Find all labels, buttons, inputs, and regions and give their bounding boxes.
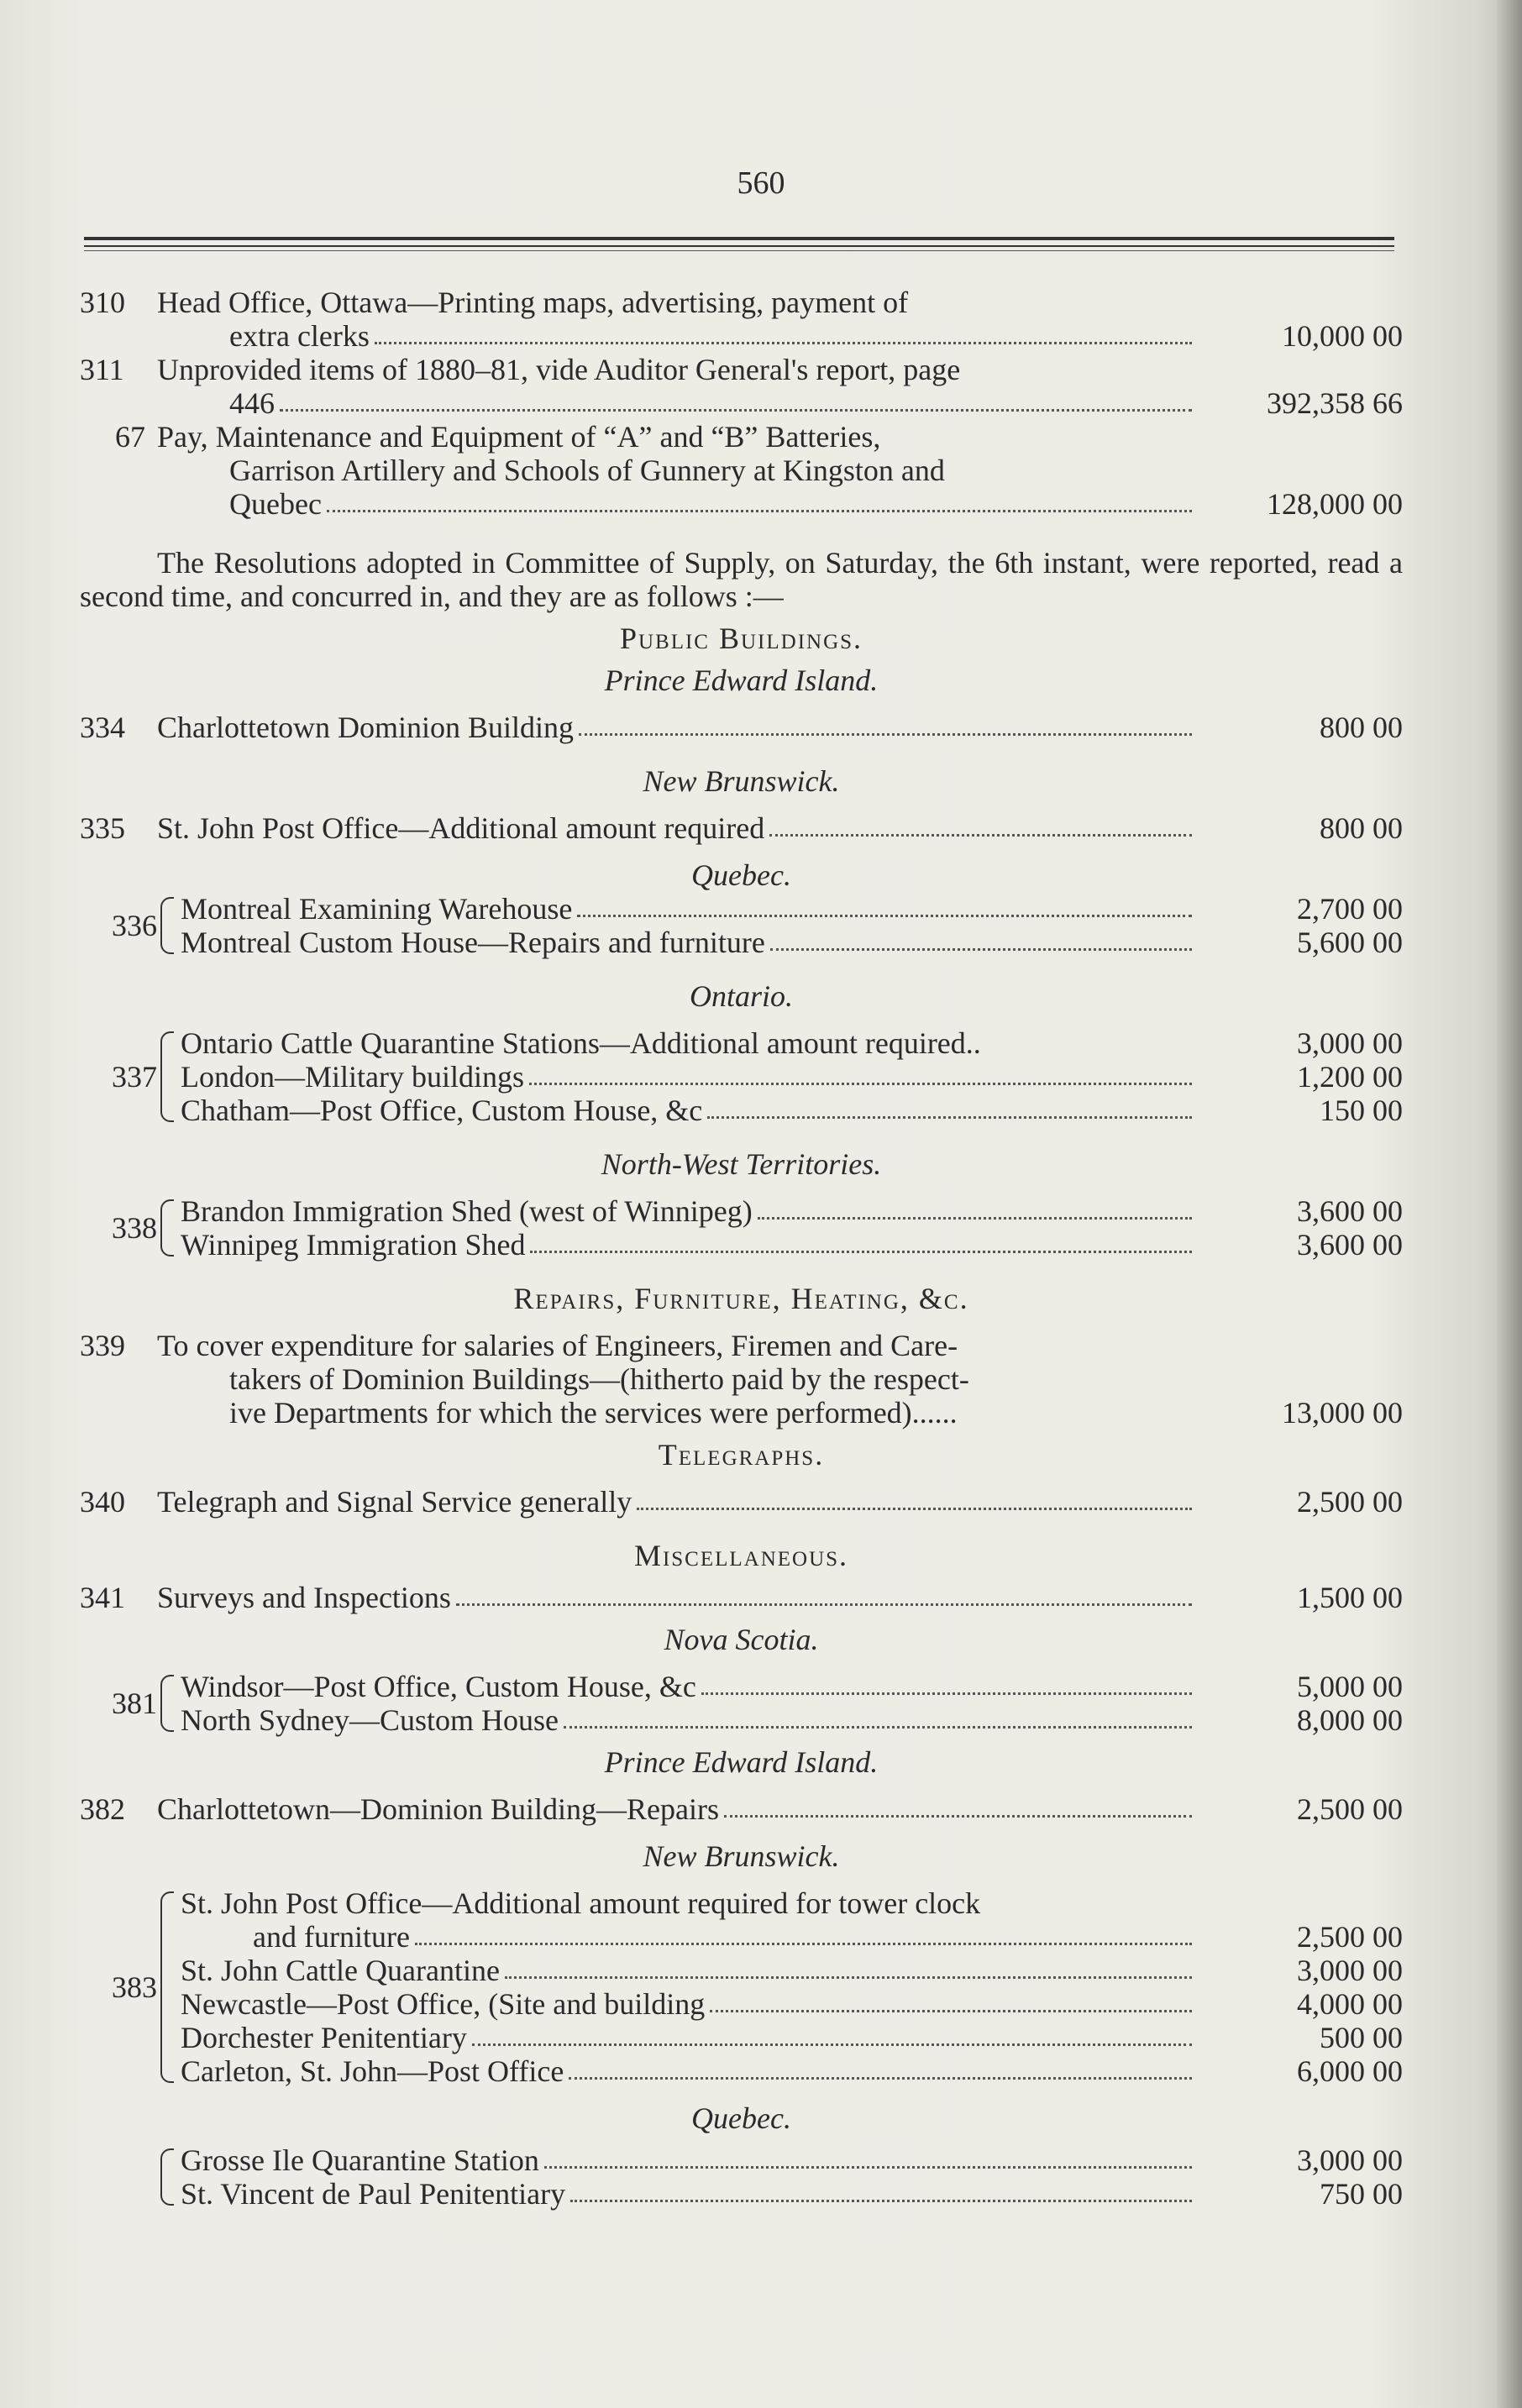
item-group-quebec <box>80 2143 1403 2211</box>
group-items <box>181 892 1403 959</box>
item-amount: 5,600 00 <box>1297 926 1403 959</box>
item-description <box>181 1886 1197 1920</box>
item-340 <box>80 1485 1403 1519</box>
page-spine-shadow <box>1497 0 1522 2408</box>
item-number: 382 <box>80 1792 125 1826</box>
group-items <box>181 1194 1403 1262</box>
item-amount: 13,000 00 <box>1282 1396 1403 1430</box>
item-line: extra clerks <box>229 319 370 353</box>
item-description <box>181 1094 1197 1127</box>
group-row <box>181 1987 1403 2021</box>
item-line: Charlottetown—Dominion Building—Repairs <box>157 1792 719 1826</box>
item-line: Dorchester Penitentiary <box>181 2021 467 2054</box>
item-description <box>157 386 1197 420</box>
leader-dots <box>564 1726 1192 1729</box>
item-line: Chatham—Post Office, Custom House, &c <box>181 1094 703 1127</box>
item-line: Montreal Examining Warehouse <box>181 892 573 926</box>
item-description <box>157 286 1197 319</box>
group-row <box>181 2021 1403 2054</box>
group-row <box>181 2143 1403 2177</box>
header-rule <box>84 250 1394 251</box>
group-row <box>181 1670 1403 1703</box>
item-number: 339 <box>80 1329 125 1362</box>
item-description <box>181 892 1197 926</box>
item-line: Unprovided items of 1880–81, vide Auditor General's report, page <box>157 353 961 386</box>
spacer <box>80 798 1403 811</box>
leader-dots <box>456 1603 1192 1606</box>
leader-dots <box>544 2166 1192 2169</box>
item-line: Head Office, Ottawa—Printing maps, advertising, payment of <box>157 286 909 319</box>
leader-dots <box>472 2043 1192 2046</box>
item-amount: 3,000 00 <box>1297 2143 1403 2177</box>
item-number: 310 <box>80 286 125 319</box>
leader-dots <box>529 1083 1192 1085</box>
item-amount: 3,000 00 <box>1297 1026 1403 1060</box>
spacer <box>80 1737 1403 1745</box>
item-334 <box>80 711 1403 744</box>
group-row <box>181 1954 1403 1987</box>
header-rule <box>84 245 1394 247</box>
item-line: Charlottetown Dominion Building <box>157 711 574 744</box>
item-line: Newcastle—Post Office, (Site and building <box>181 1987 706 2021</box>
spacer <box>80 1656 1403 1670</box>
spacer <box>80 2135 1403 2143</box>
leader-dots <box>770 948 1192 951</box>
spacer <box>80 1315 1403 1329</box>
item-amount: 6,000 00 <box>1297 2054 1403 2088</box>
item-description <box>181 1670 1197 1703</box>
item-number: 381 <box>112 1687 157 1720</box>
item-67 <box>80 420 1403 454</box>
item-amount: 2,500 00 <box>1297 1792 1403 1826</box>
leader-dots <box>505 1976 1192 1979</box>
item-number: 311 <box>80 353 124 386</box>
item-amount: 2,500 00 <box>1297 1920 1403 1954</box>
item-line: St. John Cattle Quarantine <box>181 1954 500 1987</box>
item-description <box>157 487 1197 521</box>
item-339-cont2 <box>80 1396 1403 1430</box>
spacer <box>80 1779 1403 1792</box>
item-number: 335 <box>80 811 125 845</box>
leader-dots <box>758 1217 1192 1220</box>
brace <box>160 1891 174 2083</box>
group-row <box>181 1703 1403 1737</box>
item-description <box>157 454 1197 487</box>
group-row <box>181 1886 1403 1920</box>
leader-dots <box>327 510 1192 512</box>
group-row <box>181 1920 1403 1954</box>
item-description <box>181 1228 1197 1262</box>
item-description <box>181 926 1197 959</box>
item-group-336 <box>80 892 1403 959</box>
subsection-heading: Quebec. <box>691 2101 791 2135</box>
item-line: Windsor—Post Office, Custom House, &c <box>181 1670 696 1703</box>
leader-dots <box>724 1815 1192 1818</box>
item-line: St. Vincent de Paul Penitentiary <box>181 2177 566 2211</box>
group-row <box>181 1026 1403 1060</box>
spacer <box>80 521 1403 546</box>
item-description <box>181 1987 1197 2021</box>
spacer <box>80 845 1403 858</box>
header-rule <box>84 237 1394 240</box>
brace <box>160 897 174 954</box>
item-amount: 2,700 00 <box>1297 892 1403 926</box>
item-line: Garrison Artillery and Schools of Gunnery at Kingston and <box>229 454 945 487</box>
group-items <box>181 2143 1403 2211</box>
leader-dots <box>579 733 1192 736</box>
item-amount: 750 00 <box>1320 2177 1403 2211</box>
item-line: Montreal Custom House—Repairs and furniture <box>181 926 765 959</box>
item-number: 338 <box>112 1211 157 1245</box>
item-description <box>181 1920 1197 1954</box>
item-description <box>181 1703 1197 1737</box>
group-items <box>181 1026 1403 1127</box>
item-number: 383 <box>112 1970 157 2004</box>
document-body <box>80 286 1403 2211</box>
item-amount: 10,000 00 <box>1282 319 1403 353</box>
item-description <box>181 1954 1197 1987</box>
item-line: Brandon Immigration Shed (west of Winnipeg) <box>181 1194 753 1228</box>
brace <box>160 1031 174 1122</box>
spacer <box>80 1127 1403 1147</box>
spacer <box>80 655 1403 664</box>
item-line: and furniture <box>253 1920 410 1954</box>
item-description <box>181 1060 1197 1094</box>
leader-dots <box>375 342 1192 344</box>
spacer <box>80 959 1403 979</box>
item-310-cont <box>80 319 1403 353</box>
item-amount: 500 00 <box>1320 2021 1403 2054</box>
spacer <box>80 1472 1403 1485</box>
group-row <box>181 1094 1403 1127</box>
group-row <box>181 1060 1403 1094</box>
leader-dots <box>530 1251 1192 1253</box>
item-line: St. John Post Office—Additional amount required for tower clock <box>181 1886 981 1920</box>
item-line: Winnipeg Immigration Shed <box>181 1228 526 1262</box>
spacer <box>80 1614 1403 1623</box>
item-382 <box>80 1792 1403 1826</box>
group-row <box>181 1194 1403 1228</box>
item-amount: 150 00 <box>1320 1094 1403 1127</box>
spacer <box>80 697 1403 711</box>
subsection-heading: Nova Scotia. <box>664 1623 819 1656</box>
item-amount: 8,000 00 <box>1297 1703 1403 1737</box>
spacer <box>80 744 1403 764</box>
group-row <box>181 1228 1403 1262</box>
group-row <box>181 892 1403 926</box>
item-description <box>157 1581 1197 1614</box>
leader-dots <box>280 409 1192 412</box>
item-description <box>157 1396 1197 1430</box>
group-row <box>181 2177 1403 2211</box>
item-number: 337 <box>112 1060 157 1094</box>
item-number: 67 <box>115 420 145 454</box>
item-number: 334 <box>80 711 125 744</box>
item-335 <box>80 811 1403 845</box>
group-items <box>181 1670 1403 1737</box>
item-group-337 <box>80 1026 1403 1127</box>
group-row <box>181 926 1403 959</box>
subsection-heading: North-West Territories. <box>601 1147 882 1181</box>
subsection-heading: Ontario. <box>689 979 793 1013</box>
item-amount: 128,000 00 <box>1267 487 1403 521</box>
page-number: 560 <box>737 165 785 201</box>
item-amount: 1,200 00 <box>1297 1060 1403 1094</box>
item-line: St. John Post Office—Additional amount required <box>157 811 765 845</box>
subsection-heading: New Brunswick. <box>643 1839 840 1873</box>
spacer <box>80 1519 1403 1539</box>
leader-dots <box>701 1692 1192 1695</box>
item-group-338 <box>80 1194 1403 1262</box>
subsection-heading: Prince Edward Island. <box>604 1745 879 1779</box>
section-heading: Telegraphs. <box>658 1438 825 1472</box>
item-description <box>181 2021 1197 2054</box>
section-heading: Miscellaneous. <box>633 1539 849 1572</box>
item-line: ive Departments for which the services were performed)...... <box>229 1396 958 1430</box>
leader-dots <box>570 2200 1192 2202</box>
item-description <box>157 1485 1197 1519</box>
item-line: Grosse Ile Quarantine Station <box>181 2143 539 2177</box>
item-description <box>181 1026 1197 1060</box>
spacer <box>80 613 1403 622</box>
spacer <box>80 1572 1403 1581</box>
item-line: Ontario Cattle Quarantine Stations—Additional amount required.. <box>181 1026 981 1060</box>
item-amount: 3,600 00 <box>1297 1194 1403 1228</box>
item-line: Pay, Maintenance and Equipment of “A” and “B” Batteries, <box>157 420 881 454</box>
item-amount: 2,500 00 <box>1297 1485 1403 1519</box>
leader-dots <box>577 915 1192 917</box>
spacer <box>80 1181 1403 1194</box>
group-row <box>181 2054 1403 2088</box>
item-description <box>157 1792 1197 1826</box>
item-description <box>157 319 1197 353</box>
item-67-cont2 <box>80 487 1403 521</box>
item-line: To cover expenditure for salaries of Engineers, Firemen and Care- <box>157 1329 958 1362</box>
item-number: 341 <box>80 1581 125 1614</box>
leader-dots <box>569 2077 1192 2080</box>
item-339 <box>80 1329 1403 1362</box>
item-description <box>157 711 1197 744</box>
item-341 <box>80 1581 1403 1614</box>
resolution-paragraph: The Resolutions adopted in Committee of Supply, on Saturday, the 6th instant, were reported, read a second time, and concurred in, and they are as follows :— <box>80 546 1403 613</box>
item-amount: 5,000 00 <box>1297 1670 1403 1703</box>
item-description <box>157 1362 1197 1396</box>
item-line: North Sydney—Custom House <box>181 1703 559 1737</box>
item-description <box>181 2177 1197 2211</box>
leader-dots <box>710 2010 1192 2012</box>
leader-dots <box>637 1508 1192 1510</box>
item-311 <box>80 353 1403 386</box>
subsection-heading: Quebec. <box>691 858 791 892</box>
item-amount: 4,000 00 <box>1297 1987 1403 2021</box>
item-group-381 <box>80 1670 1403 1737</box>
item-amount: 3,000 00 <box>1297 1954 1403 1987</box>
item-311-cont <box>80 386 1403 420</box>
leader-dots <box>707 1116 1192 1119</box>
item-line: Telegraph and Signal Service generally <box>157 1485 632 1519</box>
leader-dots <box>415 1943 1192 1945</box>
item-description <box>157 353 1197 386</box>
item-line: London—Military buildings <box>181 1060 524 1094</box>
spacer <box>80 1826 1403 1839</box>
item-description <box>181 2143 1197 2177</box>
leader-dots <box>769 834 1192 837</box>
item-339-cont <box>80 1362 1403 1396</box>
spacer <box>80 1262 1403 1282</box>
spacer <box>80 1430 1403 1438</box>
item-amount: 800 00 <box>1320 711 1403 744</box>
brace <box>160 1675 174 1732</box>
item-number: 340 <box>80 1485 125 1519</box>
item-line: 446 <box>229 386 275 420</box>
item-group-383 <box>80 1886 1403 2088</box>
item-description <box>181 2054 1197 2088</box>
item-description <box>181 1194 1197 1228</box>
spacer <box>80 2088 1403 2101</box>
item-line: Quebec <box>229 487 322 521</box>
item-number: 336 <box>112 909 157 942</box>
item-amount: 392,358 66 <box>1267 386 1403 420</box>
item-line: Surveys and Inspections <box>157 1581 451 1614</box>
brace <box>160 1199 174 1256</box>
item-amount: 3,600 00 <box>1297 1228 1403 1262</box>
group-items <box>181 1886 1403 2088</box>
item-line: Carleton, St. John—Post Office <box>181 2054 564 2088</box>
subsection-heading: New Brunswick. <box>643 764 840 798</box>
spacer <box>80 1873 1403 1886</box>
section-heading: Repairs, Furniture, Heating, &c. <box>513 1282 969 1315</box>
section-heading: Public Buildings. <box>619 622 863 655</box>
item-310 <box>80 286 1403 319</box>
item-description <box>157 1329 1197 1362</box>
item-line: takers of Dominion Buildings—(hitherto paid by the respect- <box>229 1362 969 1396</box>
item-description <box>157 811 1197 845</box>
item-amount: 800 00 <box>1320 811 1403 845</box>
spacer <box>80 1013 1403 1026</box>
item-description <box>157 420 1197 454</box>
subsection-heading: Prince Edward Island. <box>604 664 879 697</box>
item-amount: 1,500 00 <box>1297 1581 1403 1614</box>
item-67-cont <box>80 454 1403 487</box>
brace <box>160 2148 174 2206</box>
